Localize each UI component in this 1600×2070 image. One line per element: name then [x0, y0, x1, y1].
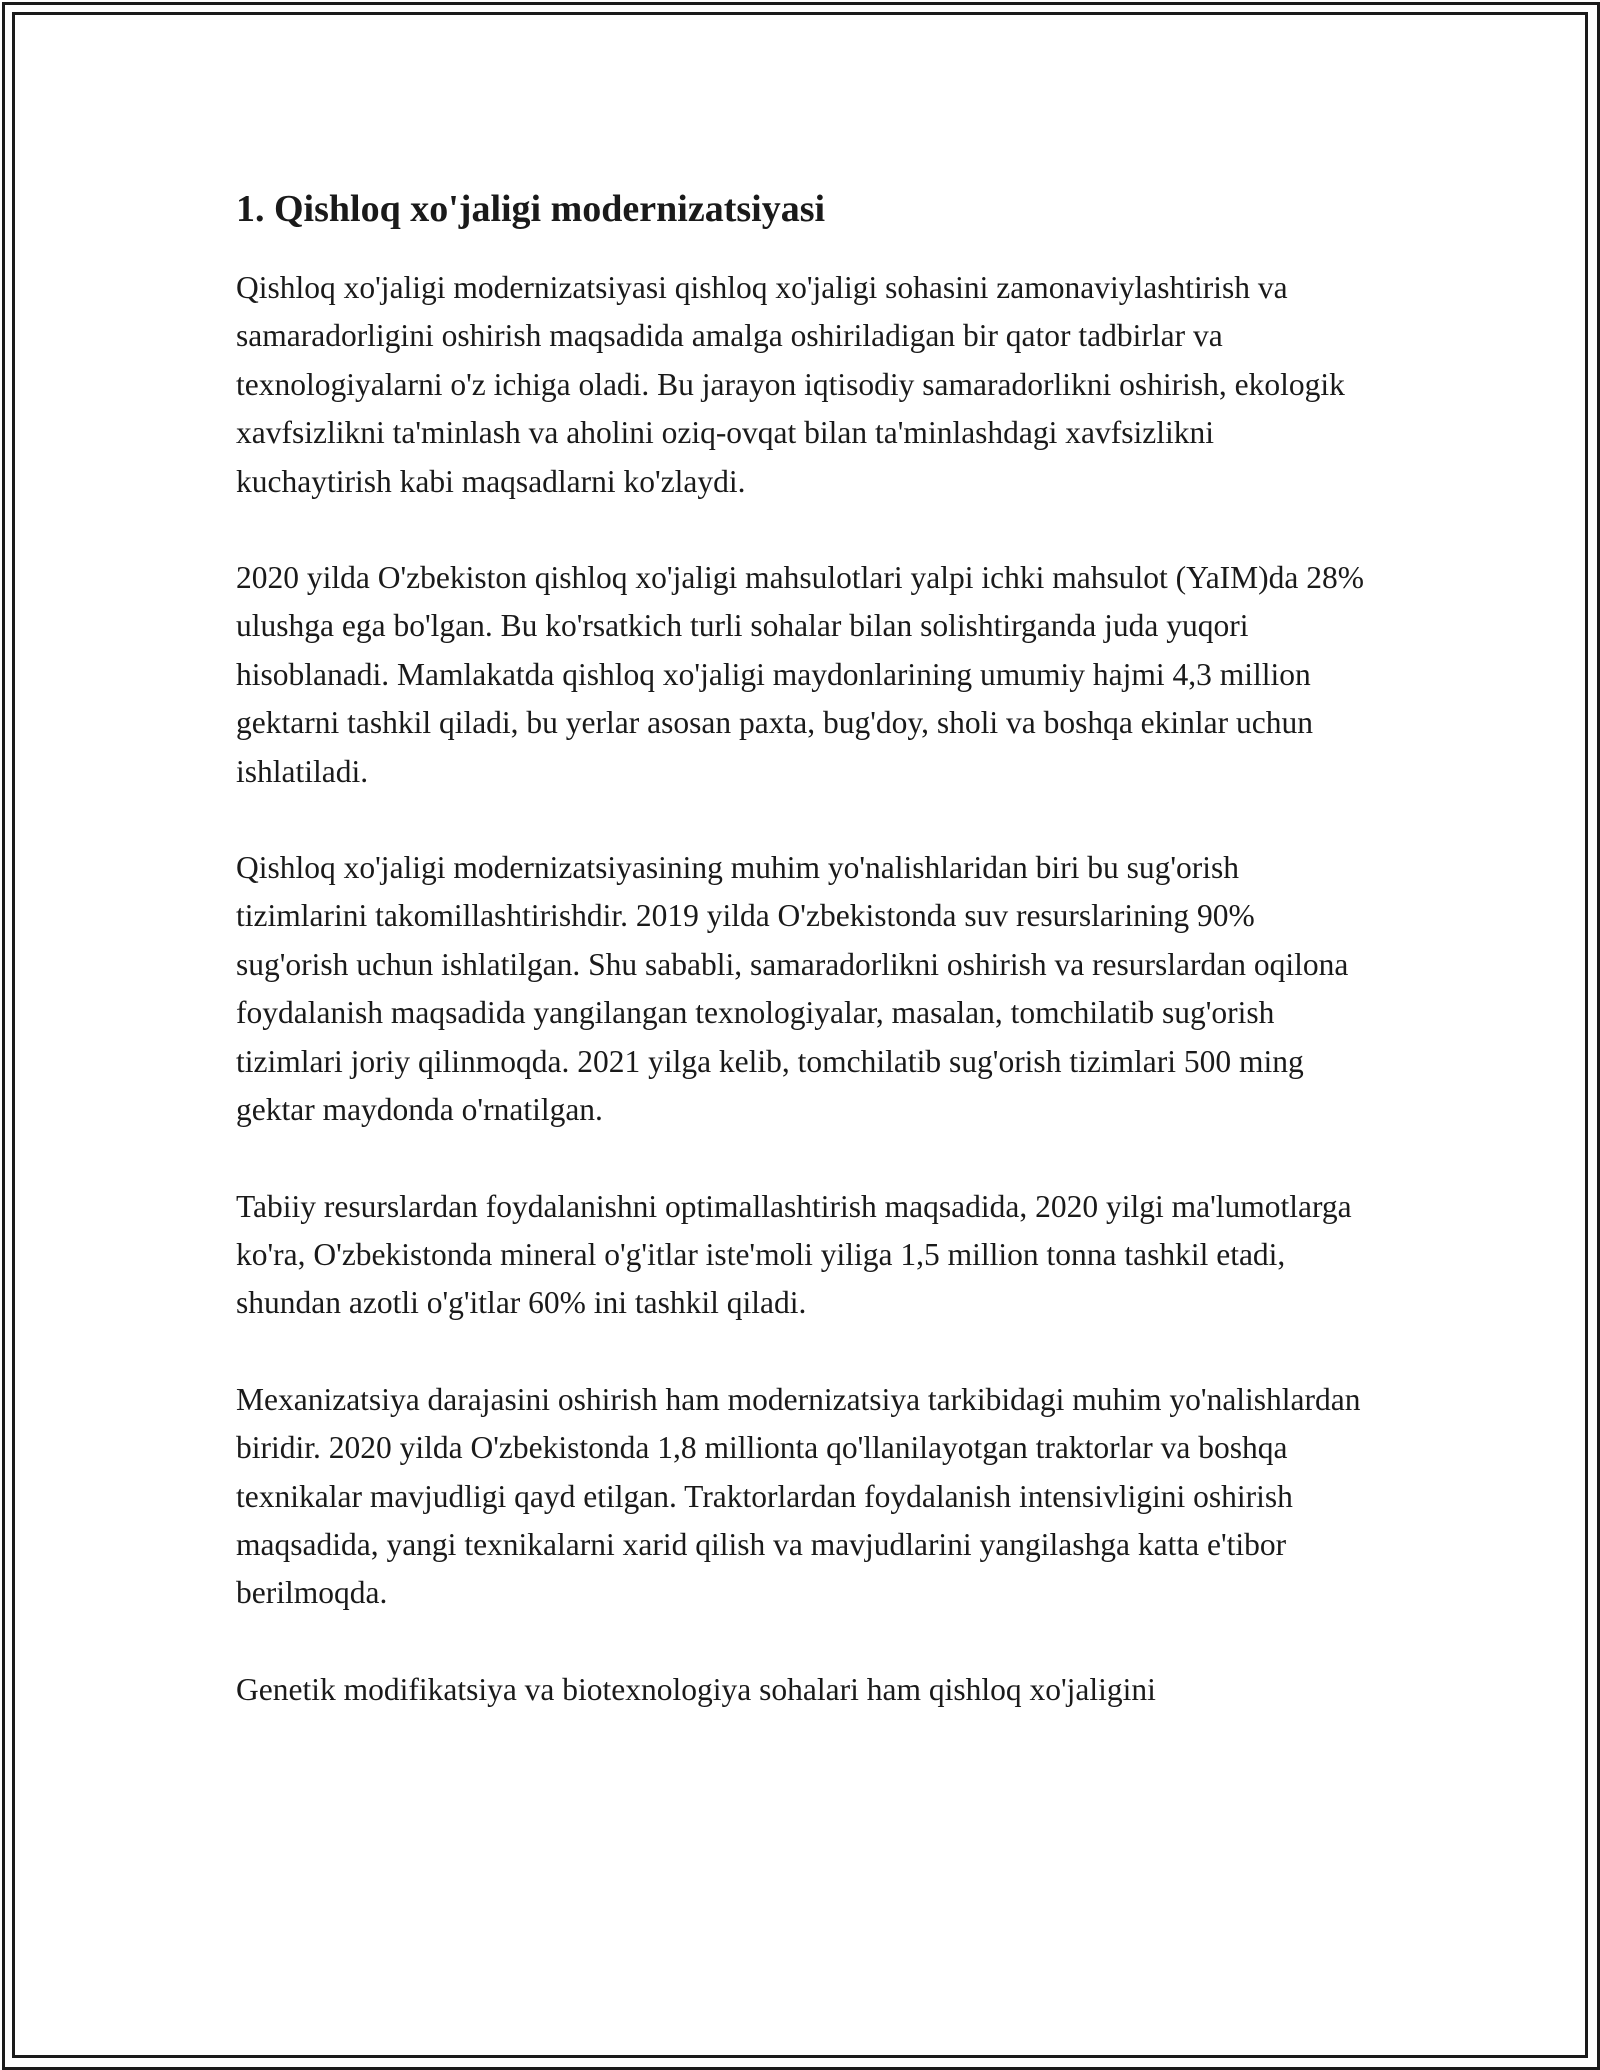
paragraph-mechanization: Mexanizatsiya darajasini oshirish ham modernizatsiya tarkibidagi muhim yo'nalishlardan biridir. 2020 yilda O'zbekistonda 1,8 millionta qo'llanilayotgan traktorlar va boshqa texnikalar mavjudligi qayd etilgan. Traktorlardan foydalanish intensivligini oshirish maqsadida, yangi texnikalarni xarid qilish va mavjudlarini yangilashga katta e'tibor berilmoqda.	[236, 1381, 1361, 1611]
paragraph-intro: Qishloq xo'jaligi modernizatsiyasi qishloq xo'jaligi sohasini zamonaviylashtirish va samaradorligini oshirish maqsadida amalga oshiriladigan bir qator tadbirlar va texnologiyalarni o'z ichiga oladi. Bu jarayon iqtisodiy samaradorlikni oshirish, ekologik xavfsizlikni ta'minlash va aholini oziq-ovqat bilan ta'minlashdagi xavfsizlikni kuchaytirish kabi maqsadlarni ko'zlaydi.	[236, 270, 1345, 499]
document-body	[236, 184, 1366, 1762]
paragraph-gdp-share: 2020 yilda O'zbekiston qishloq xo'jaligi mahsulotlari yalpi ichki mahsulot (YaIM)da 28% ulushga ega bo'lgan. Bu ko'rsatkich turli sohalar bilan solishtirganda juda yuqori hisoblanadi. Mamlakatda qishloq xo'jaligi maydonlarining umumiy hajmi 4,3 million gektarni tashkil qiladi, bu yerlar asosan paxta, bug'doy, sholi va boshqa ekinlar uchun ishlatiladi.	[236, 560, 1365, 789]
paragraph-irrigation: Qishloq xo'jaligi modernizatsiyasining muhim yo'nalishlaridan biri bu sug'orish tizimlarini takomillashtirishdir. 2019 yilda O'zbekistonda suv resurslarining 90% sug'orish uchun ishlatilgan. Shu sababli, samaradorlikni oshirish va resurslardan oqilona foydalanish maqsadida yangilangan texnologiyalar, masalan, tomchilatib sug'orish tizimlari joriy qilinmoqda. 2021 yilga kelib, tomchilatib sug'orish tizimlari 500 ming gektar maydonda o'rnatilgan.	[236, 850, 1349, 1128]
section-heading: 1. Qishloq xo'jaligi modernizatsiyasi	[236, 188, 826, 230]
paragraph-fertilizers: Tabiiy resurslardan foydalanishni optimallashtirish maqsadida, 2020 yilgi ma'lumotlarga ko'ra, O'zbekistonda mineral o'g'itlar iste'moli yiliga 1,5 million tonna tashkil etadi, shundan azotli o'g'itlar 60% ini tashkil qiladi.	[236, 1188, 1352, 1321]
paragraph-genetics: Genetik modifikatsiya va biotexnologiya sohalari ham qishloq xo'jaligini	[236, 1671, 1156, 1707]
